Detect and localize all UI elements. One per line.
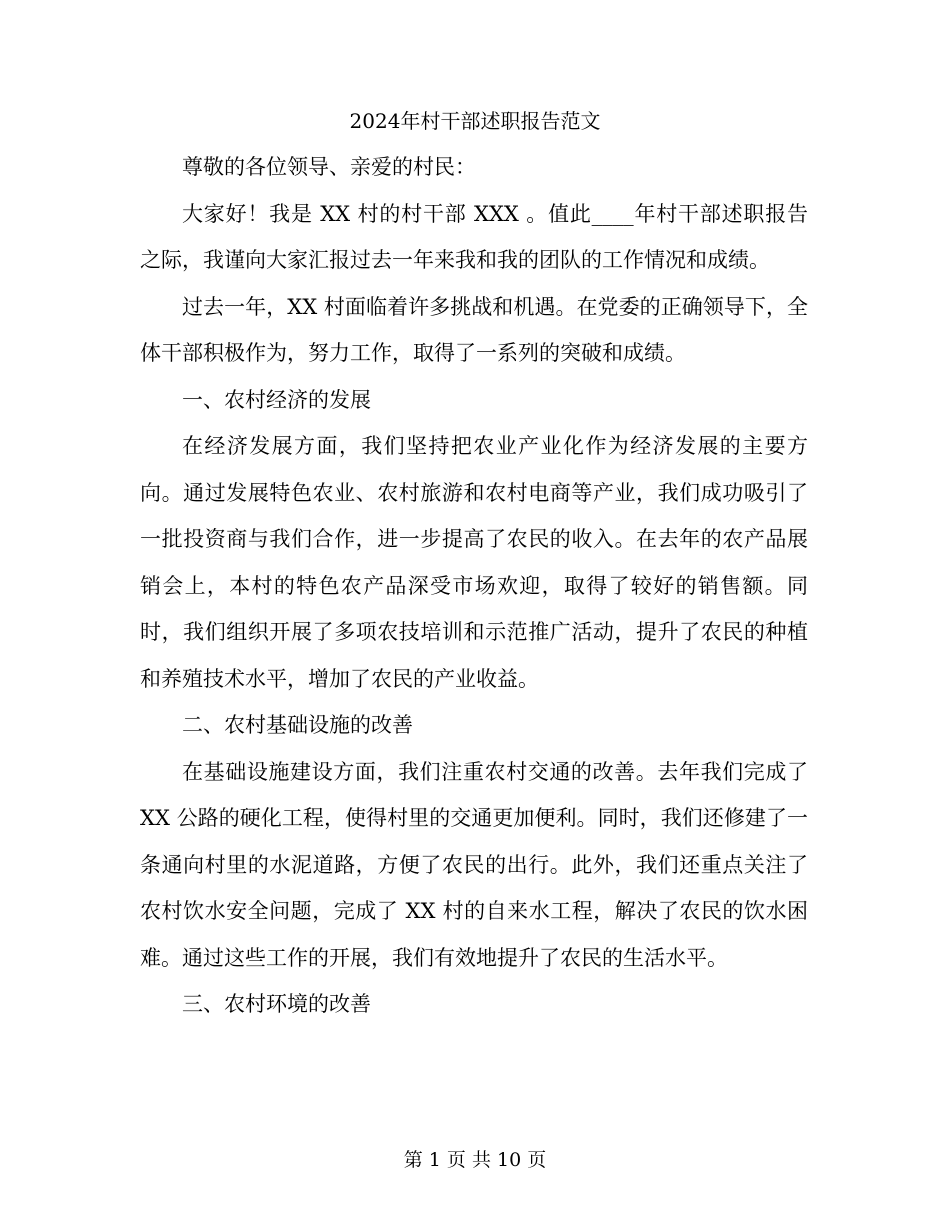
- section-heading-environment: 三、农村环境的改善: [182, 992, 371, 1016]
- paragraph-infrastructure: 在基础设施建设方面，我们注重农村交通的改善。去年我们完成了 XX 公路的硬化工程，使得村里的交通更加便利。同时，我们还修建了一条通向村里的水泥道路，方便了农民的出行。此外，我们还重点关注了农村饮水安全问题，完成了 XX 村的自来水工程，解决了农民的饮水困难。通过这些工作的开展，我们有效地提升了农民的生活水平。: [140, 759, 808, 970]
- page-number-footer: 第 1 页 共 10 页: [403, 1149, 547, 1171]
- document-body: [140, 144, 808, 1028]
- document-title: 2024年村干部述职报告范文: [349, 109, 601, 133]
- paragraph-economy: 在经济发展方面，我们坚持把农业产业化作为经济发展的主要方向。通过发展特色农业、农村旅游和农村电商等产业，我们成功吸引了一批投资商与我们合作，进一步提高了农民的收入。在去年的农产品展销会上，本村的特色农产品深受市场欢迎，取得了较好的销售额。同时，我们组织开展了多项农技培训和示范推广活动，提升了农民的种植和养殖技术水平，增加了农民的产业收益。: [140, 434, 808, 691]
- section-heading-infrastructure: 二、农村基础设施的改善: [182, 713, 413, 737]
- salutation: 尊敬的各位领导、亲爱的村民：: [182, 155, 476, 179]
- section-heading-economy: 一、农村经济的发展: [182, 387, 371, 412]
- paragraph-overview: 过去一年，XX 村面临着许多挑战和机遇。在党委的正确领导下，全体干部积极作为，努力工作，取得了一系列的突破和成绩。: [140, 294, 808, 365]
- paragraph-intro: 大家好！我是 XX 村的村干部 XXX 。值此____年村干部述职报告之际，我谨向大家汇报过去一年来我和我的团队的工作情况和成绩。: [140, 201, 808, 272]
